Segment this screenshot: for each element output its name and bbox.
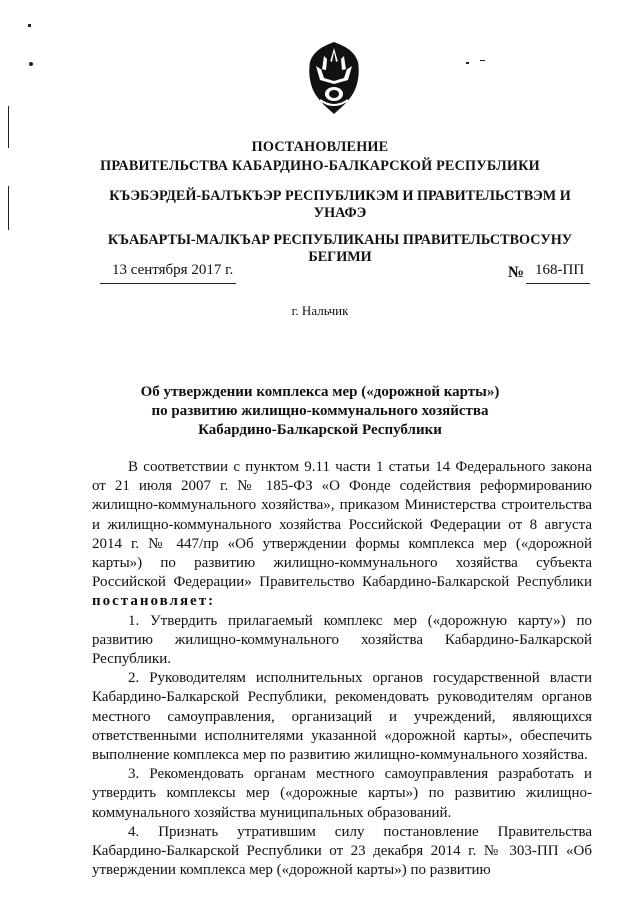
- government-name-ru: ПРАВИТЕЛЬСТВА КАБАРДИНО-БАЛКАРСКОЙ РЕСПУБЛИКИ: [100, 158, 540, 174]
- subject-line-3: Кабардино-Балкарской Республики: [198, 422, 442, 438]
- list-item-4: 4. Признать утратившим силу постановление Правительства Кабардино-Балкарской Республики от 23 декабря 2014 г. № 303-ПП «Об утверждении комплекса мер («дорожной карты») по развитию: [92, 823, 592, 879]
- decree-word: постановляет:: [92, 593, 216, 610]
- document-subject: [100, 383, 540, 440]
- document-body: [92, 458, 592, 880]
- date-underline: [100, 283, 236, 284]
- scan-mark: [29, 62, 33, 66]
- list-item-1: 1. Утвердить прилагаемый комплекс мер («дорожную карту») по развитию жилищно-коммунального хозяйства Кабардино-Балкарской Республики.: [92, 612, 592, 668]
- number-label: №: [508, 264, 525, 281]
- subject-line-2: по развитию жилищно-коммунального хозяйства: [151, 403, 489, 419]
- government-name-kbd: КЪЭБЭРДЕЙ-БАЛЪКЪЭР РЕСПУБЛИКЭМ И ПРАВИТЕЛЬСТВЭМ И УНАФЭ: [109, 188, 571, 221]
- scan-mark: [466, 62, 469, 64]
- scan-mark: [28, 24, 31, 27]
- city-label: г. Нальчик: [291, 303, 349, 318]
- preamble-text: В соответствии с пунктом 9.11 части 1 статьи 14 Федерального закона от 21 июля 2007 г. № 185-ФЗ «О Фонде содействия реформированию жилищно-коммунального хозяйства», приказом Министерства строительства и жилищно-коммунального хозяйства Российской Федерации от 8 августа 2014 г. № 447/пр «Об утверждении формы комплекса мер («дорожной карты») по развитию жилищно-коммунального хозяйства субъекта Российской Федерации» Правительство Кабардино-Балкарской Республики: [92, 459, 592, 591]
- number-underline: [526, 283, 590, 284]
- coat-of-arms-icon: [306, 40, 362, 116]
- document-type-title: ПОСТАНОВЛЕНИЕ: [251, 139, 389, 155]
- scan-mark: [480, 60, 485, 61]
- government-name-krc: КЪАБАРТЫ-МАЛКЪАР РЕСПУБЛИКАНЫ ПРАВИТЕЛЬСТВОСУНУ БЕГИМИ: [107, 232, 573, 265]
- scan-mark: [8, 186, 9, 230]
- document-number: 168-ПП: [535, 262, 585, 278]
- list-item-2: 2. Руководителям исполнительных органов государственной власти Кабардино-Балкарской Республики, рекомендовать руководителям органов местного самоуправления, организаций и учреждений, являющихся ответственными исполнителями указанной «дорожной карты», обеспечить выполнение комплекса мер по развитию жилищно-коммунального хозяйства.: [92, 670, 592, 764]
- list-item-3: 3. Рекомендовать органам местного самоуправления разработать и утвердить комплексы мер («дорожные карты») по развитию жилищно-коммунального хозяйства муниципальных образований.: [92, 766, 592, 821]
- document-date: 13 сентября 2017 г.: [112, 262, 234, 278]
- subject-line-1: Об утверждении комплекса мер («дорожной карты»): [140, 384, 500, 400]
- preamble-paragraph: [92, 458, 592, 612]
